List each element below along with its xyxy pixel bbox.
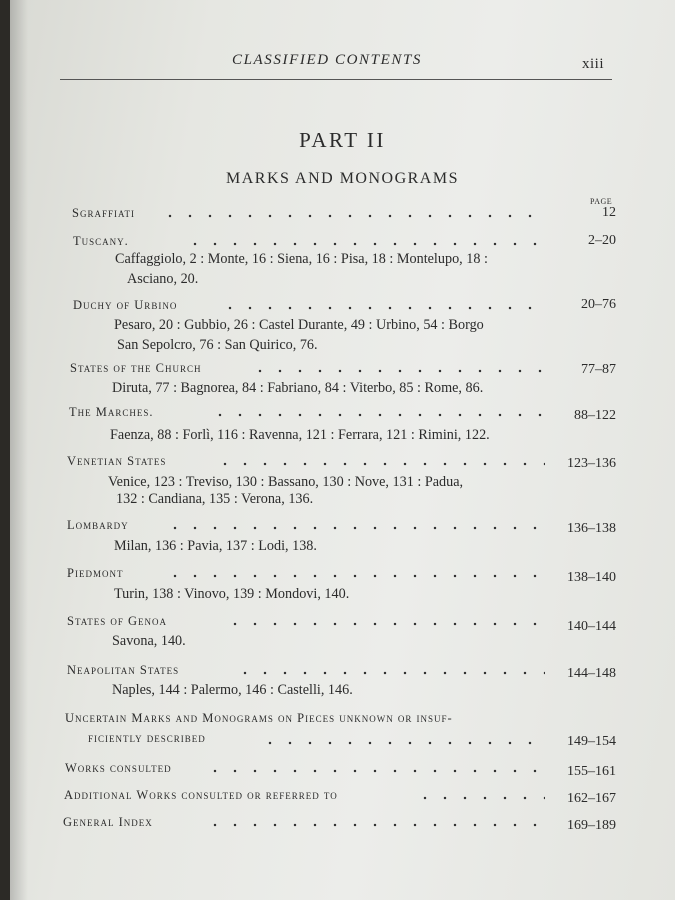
part-title: PART II: [299, 128, 386, 152]
entry-title-venetian-states: Venetian States: [67, 454, 167, 468]
entry-pages-neapolitan-states: 144–148: [567, 666, 616, 681]
dot-leader: [205, 769, 545, 773]
entry-pages-states-of-genoa: 140–144: [567, 619, 616, 634]
entry-title-sgraffiati: Sgraffiati: [72, 206, 135, 220]
dot-leader: [250, 369, 545, 373]
entry-title-piedmont: Piedmont: [67, 566, 124, 580]
dot-leader: [220, 306, 545, 310]
entry-title-states-of-genoa: States of Genoa: [67, 614, 168, 628]
dot-leader: [165, 526, 545, 530]
entry-title-general-index: General Index: [63, 815, 153, 829]
dot-leader: [165, 574, 545, 578]
page-number: xiii: [582, 56, 605, 72]
dot-leader: [260, 741, 545, 745]
dot-leader: [185, 242, 545, 246]
entry-places-line: Caffaggiolo, 2 : Monte, 16 : Siena, 16 : Pisa, 18 : Montelupo, 18 :: [115, 251, 488, 267]
entry-pages-piedmont: 138–140: [567, 570, 616, 585]
entry-pages-general-index: 169–189: [567, 818, 616, 833]
dot-leader: [205, 823, 545, 827]
entry-pages-lombardy: 136–138: [567, 521, 616, 536]
entry-places-line: Venice, 123 : Treviso, 130 : Bassano, 130 : Nove, 131 : Padua,: [108, 474, 464, 490]
dot-leader: [210, 413, 545, 417]
header-rule: [60, 79, 612, 80]
entry-places-line: 132 : Candiana, 135 : Verona, 136.: [116, 491, 314, 507]
entry-pages-states-of-the-church: 77–87: [581, 362, 616, 377]
entry-places-line: Pesaro, 20 : Gubbio, 26 : Castel Durante, 49 : Urbino, 54 : Borgo: [114, 317, 484, 333]
dot-leader: [225, 622, 545, 626]
entry-places-line: Naples, 144 : Palermo, 146 : Castelli, 146.: [112, 682, 353, 698]
entry-title-uncertain-marks: Uncertain Marks and Monograms on Pieces unknown or insuf-: [65, 711, 453, 725]
entry-title-tuscany: Tuscany.: [73, 234, 129, 248]
entry-pages-works-consulted: 155–161: [567, 764, 616, 779]
book-page: [10, 0, 675, 900]
entry-places-line: Faenza, 88 : Forlì, 116 : Ravenna, 121 : Ferrara, 121 : Rimini, 122.: [110, 427, 490, 443]
dot-leader: [215, 462, 545, 466]
dot-leader: [235, 671, 545, 675]
entry-pages-tuscany: 2–20: [588, 233, 616, 248]
dot-leader: [415, 796, 545, 800]
entry-places-line: Asciano, 20.: [127, 271, 199, 287]
entry-places-line: Turin, 138 : Vinovo, 139 : Mondovi, 140.: [114, 586, 350, 602]
entry-pages-venetian-states: 123–136: [567, 456, 616, 471]
entry-pages-the-marches: 88–122: [574, 408, 616, 423]
entry-places-line: San Sepolcro, 76 : San Quirico, 76.: [117, 337, 318, 353]
entry-pages-uncertain-marks: 149–154: [567, 734, 616, 749]
entry-title-states-of-the-church: States of the Church: [70, 361, 202, 375]
page-column-label: PAGE: [590, 197, 613, 206]
entry-pages-sgraffiati: 12: [602, 205, 616, 220]
entry-title-lombardy: Lombardy: [67, 518, 129, 532]
dot-leader: [160, 214, 545, 218]
entry-title-duchy-of-urbino: Duchy of Urbino: [73, 298, 178, 312]
entry-title-uncertain-marks-cont: ficiently described: [88, 731, 206, 745]
section-title: MARKS AND MONOGRAMS: [226, 170, 459, 187]
entry-places-line: Savona, 140.: [112, 633, 186, 649]
entry-title-the-marches: The Marches.: [69, 405, 154, 419]
entry-title-neapolitan-states: Neapolitan States: [67, 663, 180, 677]
entry-pages-additional-works: 162–167: [567, 791, 616, 806]
entry-title-works-consulted: Works consulted: [65, 761, 172, 775]
running-head: CLASSIFIED CONTENTS: [232, 52, 423, 68]
entry-places-line: Milan, 136 : Pavia, 137 : Lodi, 138.: [114, 538, 317, 554]
entry-pages-duchy-of-urbino: 20–76: [581, 297, 616, 312]
entry-places-line: Diruta, 77 : Bagnorea, 84 : Fabriano, 84 : Viterbo, 85 : Rome, 86.: [112, 380, 484, 396]
entry-title-additional-works: Additional Works consulted or referred to: [64, 788, 338, 802]
